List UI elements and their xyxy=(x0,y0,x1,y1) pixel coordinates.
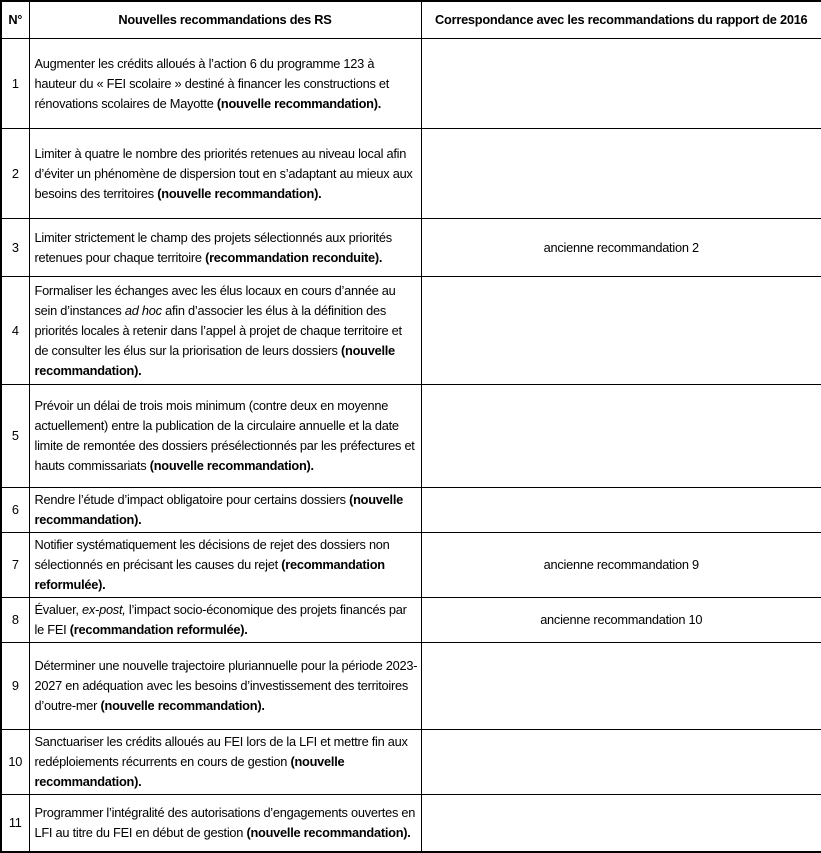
text-segment-bold: (nouvelle recommandation). xyxy=(149,458,314,473)
table-row xyxy=(1,219,821,277)
table-row xyxy=(1,533,821,598)
text-segment-normal: Déterminer une nouvelle trajectoire pluriannuelle pour la période 2023-2027 en adéquation avec les besoins d’investissement des territoires d’outre-mer xyxy=(34,658,418,713)
text-segment-bold: (recommandation reformulée). xyxy=(34,557,385,592)
recommendation-cell xyxy=(29,730,421,795)
column-header-correspondence-2016: Correspondance avec les recommandations du rapport de 2016 xyxy=(421,1,821,39)
correspondence-cell xyxy=(421,795,821,852)
row-number-cell: 3 xyxy=(1,219,29,277)
recommendation-cell xyxy=(29,129,421,219)
row-number-cell: 2 xyxy=(1,129,29,219)
recommendation-cell xyxy=(29,277,421,385)
text-segment-bold: (nouvelle recommandation). xyxy=(34,754,345,789)
text-segment-normal: afin d’associer les élus à la définition des priorités locales à retenir dans l’appel à projet de chaque territoire et de consulter les élus sur la priorisation de leurs dossiers xyxy=(34,302,402,358)
correspondence-cell: ancienne recommandation 9 xyxy=(421,533,821,598)
table-row xyxy=(1,129,821,219)
row-number-cell: 6 xyxy=(1,488,29,533)
text-segment-bold: (nouvelle recommandation). xyxy=(34,342,395,378)
text-segment-normal: Limiter strictement le champ des projets sélectionnés aux priorités retenues pour chaque territoire xyxy=(34,229,392,265)
row-number-cell: 1 xyxy=(1,39,29,129)
table-row xyxy=(1,598,821,643)
text-segment-normal: Rendre l’étude d’impact obligatoire pour certains dossiers xyxy=(34,492,350,507)
correspondence-cell xyxy=(421,277,821,385)
row-number-cell: 7 xyxy=(1,533,29,598)
recommendation-cell xyxy=(29,533,421,598)
correspondence-cell xyxy=(421,730,821,795)
table-row xyxy=(1,277,821,385)
table-body xyxy=(1,39,821,852)
row-number-cell: 8 xyxy=(1,598,29,643)
correspondence-cell xyxy=(421,385,821,488)
recommendation-cell xyxy=(29,219,421,277)
text-segment-bold: (nouvelle recommandation). xyxy=(34,492,404,527)
correspondence-cell xyxy=(421,39,821,129)
text-segment-normal: Notifier systématiquement les décisions de rejet des dossiers non sélectionnés en précisant les causes du rejet xyxy=(34,537,390,572)
table-row xyxy=(1,488,821,533)
row-number-cell: 9 xyxy=(1,643,29,730)
recommendation-cell xyxy=(29,598,421,643)
correspondence-cell: ancienne recommandation 10 xyxy=(421,598,821,643)
text-segment-normal: Augmenter les crédits alloués à l’action 6 du programme 123 à hauteur du « FEI scolaire » destiné à financer les constructions et rénovations scolaires de Mayotte xyxy=(34,55,390,111)
recommendation-cell xyxy=(29,795,421,852)
text-segment-normal: Programmer l’intégralité des autorisations d’engagements ouvertes en LFI au titre du FEI en début de gestion xyxy=(34,804,416,840)
row-number-cell: 10 xyxy=(1,730,29,795)
row-number-cell: 5 xyxy=(1,385,29,488)
text-segment-normal: Formaliser les échanges avec les élus locaux en cours d’année au sein d’instances xyxy=(34,282,396,318)
column-header-new-recommendations: Nouvelles recommandations des RS xyxy=(29,1,421,39)
text-segment-italic: ex-post, xyxy=(82,602,129,617)
correspondence-cell xyxy=(421,488,821,533)
text-segment-normal: Prévoir un délai de trois mois minimum (contre deux en moyenne actuellement) entre la publication de la circulaire annuelle et la date limite de remontée des dossiers présélectionnés par les préfectures et hauts commissariats xyxy=(34,398,415,473)
text-segment-bold: (nouvelle recommandation). xyxy=(216,95,382,111)
table-row xyxy=(1,385,821,488)
row-number-cell: 4 xyxy=(1,277,29,385)
table-row xyxy=(1,795,821,852)
table-row xyxy=(1,39,821,129)
text-segment-bold: (nouvelle recommandation). xyxy=(157,185,322,201)
table-header-row xyxy=(1,1,821,39)
correspondence-cell: ancienne recommandation 2 xyxy=(421,219,821,277)
text-segment-normal: Évaluer, xyxy=(34,602,83,617)
text-segment-bold: (nouvelle recommandation). xyxy=(246,824,411,840)
text-segment-normal: Sanctuariser les crédits alloués au FEI lors de la LFI et mettre fin aux redéploiements récurrents en cours de gestion xyxy=(34,734,408,769)
column-header-number: N° xyxy=(1,1,29,39)
text-segment-bold: (recommandation reformulée). xyxy=(69,622,248,637)
row-number-cell: 11 xyxy=(1,795,29,852)
text-segment-normal: l’impact socio-économique des projets financés par le FEI xyxy=(34,602,407,637)
recommendation-cell xyxy=(29,488,421,533)
table-row xyxy=(1,643,821,730)
table-row xyxy=(1,730,821,795)
text-segment-italic: ad hoc xyxy=(124,302,166,318)
recommendation-cell xyxy=(29,39,421,129)
correspondence-cell xyxy=(421,129,821,219)
text-segment-normal: Limiter à quatre le nombre des priorités retenues au niveau local afin d’éviter un phénomène de dispersion tout en s’adaptant au mieux aux besoins des territoires xyxy=(34,145,413,201)
text-segment-bold: (nouvelle recommandation). xyxy=(100,698,265,713)
text-segment-bold: (recommandation reconduite). xyxy=(205,249,383,265)
recommendation-cell xyxy=(29,385,421,488)
correspondence-cell xyxy=(421,643,821,730)
recommendation-cell xyxy=(29,643,421,730)
